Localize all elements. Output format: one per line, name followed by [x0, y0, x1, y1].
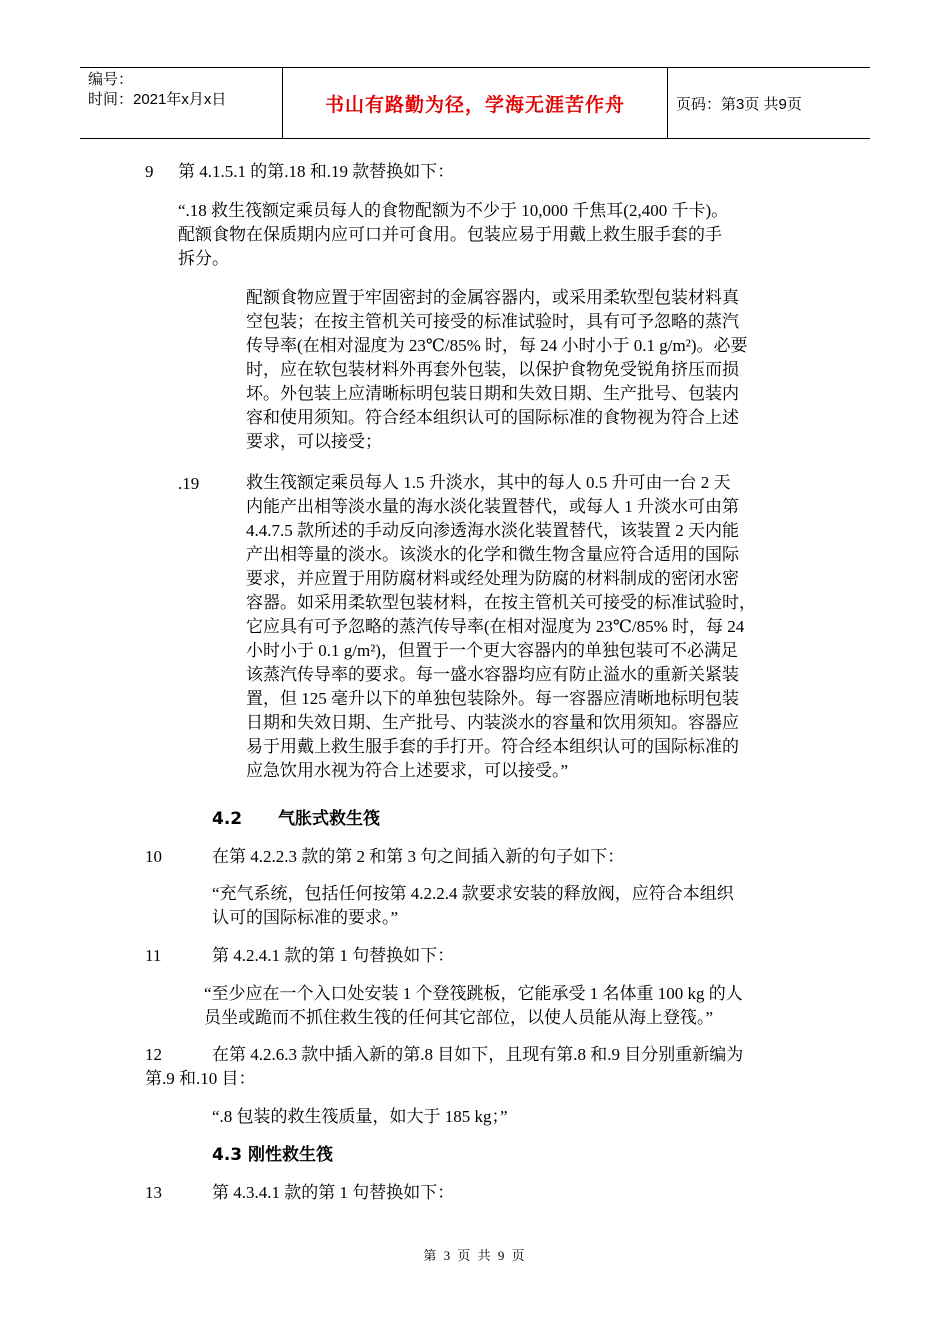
- paragraph-line: 要求，并应置于用防腐材料或经处理为防腐的材料制成的密闭水密: [246, 569, 739, 588]
- item-12-text: 在第 4.2.6.3 款中插入新的第.8 目如下，且现有第.8 和.9 目分别重新编为: [212, 1045, 744, 1064]
- item-13-number: 13: [145, 1183, 162, 1202]
- document-time-label: 时间：2021年x月x日: [88, 91, 227, 108]
- paragraph-line: 小时小于 0.1 g/m²)，但置于一个更大容器内的单独包装可不必满足: [246, 641, 738, 660]
- paragraph-line: 容器。如采用柔软型包装材料，在按主管机关可接受的标准试验时，: [246, 593, 756, 612]
- page-footer: 第 3 页 共 9 页: [423, 1248, 527, 1263]
- paragraph-line: 应急饮用水视为符合上述要求，可以接受。”: [246, 761, 569, 780]
- item-9-text: 第 4.1.5.1 的第.18 和.19 款替换如下：: [178, 162, 455, 181]
- paragraph-line: 配额食物在保质期内应可口并可食用。包装应易于用戴上救生服手套的手: [178, 225, 722, 244]
- paragraph-line: 容和使用须知。符合经本组织认可的国际标准的食物视为符合上述: [246, 408, 739, 427]
- item-11-number: 11: [145, 946, 162, 965]
- section-4-2-title: 气胀式救生筏: [278, 809, 380, 829]
- paragraph-line: 产出相等量的淡水。该淡水的化学和微生物含量应符合适用的国际: [246, 545, 739, 564]
- item-9-number: 9: [145, 162, 154, 181]
- section-4-3-number: 4.3: [212, 1145, 243, 1165]
- paragraph-12: “.8 包装的救生筏质量，如大于 185 kg；”: [212, 1107, 508, 1126]
- paragraph-line: 该蒸汽传导率的要求。每一盛水容器均应有防止溢水的重新关紧装: [246, 665, 739, 684]
- document-number-label: 编号：: [88, 71, 134, 88]
- page-header: [80, 67, 870, 139]
- paragraph-line: 员坐或跪而不抓住救生筏的任何其它部位，以使人员能从海上登筏。”: [204, 1008, 714, 1027]
- paragraph-19-number: .19: [178, 474, 200, 493]
- paragraph-line: 空包装；在按主管机关可接受的标准试验时，具有可予忽略的蒸汽: [246, 312, 739, 331]
- item-13-text: 第 4.3.4.1 款的第 1 句替换如下：: [212, 1183, 455, 1202]
- paragraph-18-continued: [246, 286, 748, 454]
- paragraph-line: 内能产出相等淡水量的海水淡化装置替代，或每人 1 升淡水可由第: [246, 497, 739, 516]
- item-10-text: 在第 4.2.2.3 款的第 2 和第 3 句之间插入新的句子如下：: [212, 847, 625, 866]
- paragraph-line: 救生筏额定乘员每人 1.5 升淡水，其中的每人 0.5 升可由一台 2 天: [246, 473, 731, 492]
- paragraph-line: 时，应在软包装材料外再套外包装，以保护食物免受锐角挤压而损: [246, 360, 739, 379]
- paragraph-line: 日期和失效日期、生产批号、内装淡水的容量和饮用须知。容器应: [246, 713, 739, 732]
- item-10-number: 10: [145, 847, 162, 866]
- paragraph-19: [246, 471, 756, 783]
- header-page-info: 页码：第3页 共9页: [676, 95, 802, 113]
- header-meta: [80, 68, 280, 138]
- item-12-number: 12: [145, 1045, 162, 1064]
- item-11-text: 第 4.2.4.1 款的第 1 句替换如下：: [212, 946, 455, 965]
- paragraph-line: 易于用戴上救生服手套的手打开。符合经本组织认可的国际标准的: [246, 737, 739, 756]
- paragraph-line: 置，但 125 毫升以下的单独包装除外。每一容器应清晰地标明包装: [246, 689, 739, 708]
- paragraph-line: 配额食物应置于牢固密封的金属容器内，或采用柔软型包装材料真: [246, 288, 739, 307]
- paragraph-line: “.18 救生筏额定乘员每人的食物配额为不少于 10,000 千焦耳(2,400 千卡)。: [178, 201, 729, 220]
- paragraph-11: [204, 982, 743, 1030]
- paragraph-line: “充气系统，包括任何按第 4.2.2.4 款要求安装的释放阀，应符合本组织: [212, 884, 734, 903]
- section-4-2-number: 4.2: [212, 809, 243, 829]
- paragraph-line: 它应具有可予忽略的蒸汽传导率(在相对湿度为 23℃/85% 时，每 24: [246, 617, 745, 636]
- paragraph-10: [212, 882, 734, 930]
- paragraph-line: 4.4.7.5 款所述的手动反向渗透海水淡化装置替代，该装置 2 天内能: [246, 521, 739, 540]
- paragraph-18: [178, 199, 728, 271]
- paragraph-line: 传导率(在相对湿度为 23℃/85% 时，每 24 小时小于 0.1 g/m²)。必要: [246, 336, 748, 355]
- paragraph-line: 要求，可以接受；: [246, 432, 382, 451]
- paragraph-line: 坏。外包装上应清晰标明包装日期和失效日期、生产批号、包装内: [246, 384, 739, 403]
- header-motto: 书山有路勤为径，学海无涯苦作舟: [324, 93, 625, 116]
- paragraph-line: “至少应在一个入口处安装 1 个登筏跳板，它能承受 1 名体重 100 kg 的人: [204, 984, 743, 1003]
- paragraph-line: 拆分。: [178, 249, 229, 268]
- header-page-info-cell: [668, 68, 870, 138]
- section-4-3-title: 刚性救生筏: [248, 1145, 333, 1165]
- paragraph-line: 认可的国际标准的要求。”: [212, 908, 399, 927]
- header-motto-cell: [282, 68, 668, 138]
- item-12-continuation: 第.9 和.10 目：: [145, 1069, 256, 1088]
